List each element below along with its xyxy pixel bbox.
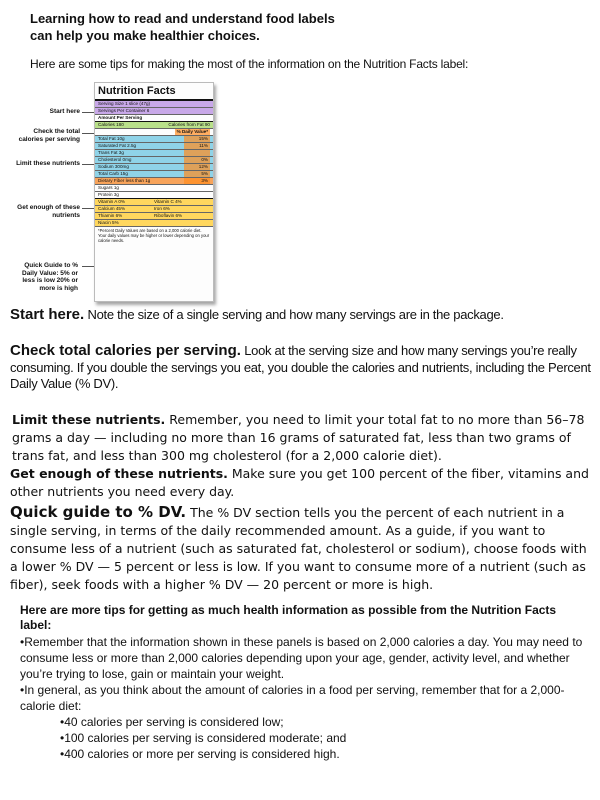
more-sub-3: •400 calories or more per serving is considered high. [60,747,340,761]
section-check-calories [10,343,592,393]
start-body: Note the size of a single serving and how many servings are in the package. [84,307,504,322]
protein-row: Protein 3g [95,192,213,199]
limit-heading: Limit these nutrients. [12,412,166,427]
calories-row [95,122,213,129]
nutrient-name: Sodium 300mg [98,164,129,169]
intro-title-line2: can help you make healthier choices. [30,28,260,43]
vitamin-row [95,199,213,206]
nutrient-dv [184,150,210,156]
start-heading: Start here. [10,306,85,323]
vitamin-item: Niacin 5% [98,220,119,225]
nutrient-row [95,150,213,157]
nutrient-name: Cholesterol 0mg [98,157,132,162]
limit-nutrient-rows [95,136,213,185]
label-footnote: *Percent Daily Values are based on a 2,000 calorie diet. Your daily values may be higher or lower depending on your calorie needs. [98,228,210,244]
more-bullet-1: •Remember that the information shown in these panels is based on 2,000 calories a day. You may need to consume less or more than 2,000 calories depending upon your age, gender, activity level, and whether you’re trying to lose, gain or maintain your weight. [20,635,583,681]
vitamin-row [95,206,213,213]
nutrient-row [95,136,213,143]
vitamin-item: Riboflavin 6% [154,213,183,218]
callout-line-calories [82,133,94,134]
nutrition-label-illustration [8,80,228,310]
vitamin-rows [95,199,213,227]
vitamin-item: Vitamin C 4% [154,199,182,204]
callout-start-here: Start here [49,108,80,115]
nutrient-dv: 0% [184,157,210,163]
vitamin-row [95,213,213,220]
callout-get-enough: Get enough of these nutrients [17,204,80,219]
intro-tips: Here are some tips for making the most of the information on the Nutrition Facts label: [30,57,469,71]
section-limit-nutrients [12,411,592,465]
callout-line-quick [82,266,94,267]
nutrient-dv: 15% [184,136,210,142]
callout-line-start [82,112,94,113]
nutrition-facts-card [94,82,214,302]
vitamin-item: Vitamin A 0% [98,199,125,204]
vitamin-item: Thiamin 6% [98,213,123,218]
nutrient-name: Total Carb 15g [98,171,128,176]
callout-line-enough [82,208,94,209]
limit-body: Remember, you need to limit your total fat to no more than 56–78 grams a day — including no more than 16 grams of saturated fat, less than two grams of trans fat, and less than 300 mg cholesterol (for a 2,000 calorie diet). [12,412,585,463]
sugars-row: Sugars 1g [95,185,213,192]
vitamin-row [95,220,213,227]
calories-from-fat: Calories from Fat 90 [168,122,210,127]
more-bullet-2: •In general, as you think about the amount of calories in a food per serving, remember that for a 2,000-calorie diet: [20,683,565,713]
vitamin-item [154,220,210,226]
vitamin-item: Calcium 45% [98,206,126,211]
quick-heading: Quick guide to % DV. [10,503,187,521]
section-get-enough [10,465,592,501]
nutrient-name: Saturated Fat 2.5g [98,143,137,148]
calories-body-1: Look at the serving size and how many servings you’re really [240,343,577,358]
amount-per-serving: Amount Per Serving [95,115,213,122]
intro-title [30,10,590,44]
daily-value-header: % Daily Value* [95,129,213,136]
quick-body: The % DV section tells you the percent of each nutrient in a single serving, in terms of the daily recommended amount. As a guide, if you want to consume less of a nutrient (such as saturated fat, cholesterol or sodium), choose foods with a lower % DV — 5 percent or less is low. If you want to consume more of a nutrient (such as fiber), seek foods with a higher % DV — 20 percent or more is high. [10,505,587,592]
calories-heading: Check total calories per serving. [10,342,241,359]
nutrient-dv: 11% [184,143,210,149]
callout-limit-nutrients: Limit these nutrients [16,160,80,167]
nutrient-name: Trans Fat 3g [98,150,124,155]
section-quick-guide [10,503,592,595]
enough-body: Make sure you get 100 percent of the fiber, vitamins and other nutrients you need every day. [10,466,589,499]
more-sub-1: •40 calories per serving is considered low; [60,715,284,729]
nutrient-row [95,164,213,171]
callout-check-calories: Check the total calories per serving [18,128,80,143]
nutrient-name: Total Fat 10g [98,136,125,141]
nutrient-row [95,171,213,178]
section-start-here [10,307,592,324]
more-sub-2: •100 calories per serving is considered moderate; and [60,731,347,745]
nutrient-name: Dietary Fiber less than 1g [98,178,151,183]
servings-per-container: Servings Per Container 6 [95,108,213,115]
more-tips-body [20,634,592,762]
nutrient-row [95,157,213,164]
nutrient-dv: 5% [184,171,210,177]
callout-line-limit [82,164,94,165]
calories-body-2: consuming. If you double the servings you eat, you double the calories and nutrients, including the Percent Daily Value (% DV). [10,359,591,391]
enough-heading: Get enough of these nutrients. [10,466,228,481]
calories-value: Calories 180 [98,122,124,127]
more-tips-title: Here are more tips for getting as much health information as possible from the Nutrition Facts label: [20,603,557,632]
nutrient-row [95,178,213,185]
nutrient-dv: 3% [184,178,210,184]
intro-title-line1: Learning how to read and understand food labels [30,11,335,26]
nutrient-row [95,143,213,150]
vitamin-item: Iron 6% [154,206,170,211]
nutrient-dv: 12% [184,164,210,170]
nutrition-facts-title: Nutrition Facts [95,83,213,101]
callout-quick-guide: Quick Guide to % Daily Value: 5% or less is low 20% or more is high [22,262,78,292]
serving-size: Serving Size 1 slice (47g) [95,101,213,108]
